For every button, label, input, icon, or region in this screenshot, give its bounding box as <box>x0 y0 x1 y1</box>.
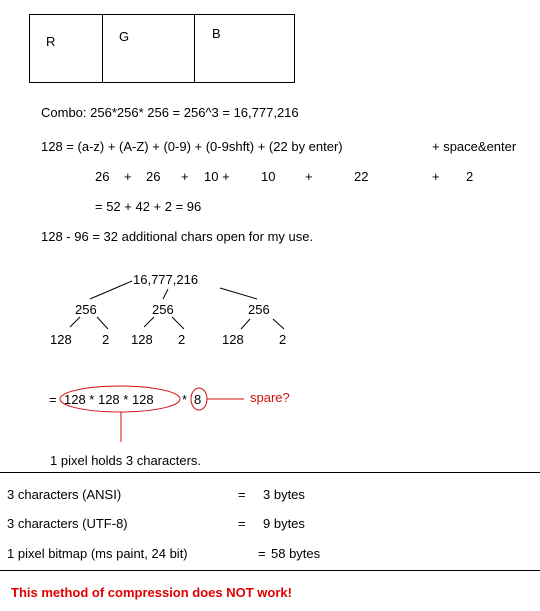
row-label: 1 pixel bitmap (ms paint, 24 bit) <box>7 546 188 561</box>
plus-sign: + <box>124 169 132 184</box>
tree-edge <box>220 288 257 299</box>
tree-leaf: 2 <box>102 332 110 347</box>
tree-node: 256 <box>75 302 97 317</box>
row-label: 3 characters (UTF-8) <box>7 516 128 531</box>
count-b: 26 <box>146 169 161 184</box>
product-ellipse <box>60 386 180 412</box>
tree-edge <box>70 317 80 327</box>
plus-sign: + <box>181 169 189 184</box>
formula-times: * <box>182 392 188 407</box>
rgb-label-r: R <box>46 34 56 49</box>
red-annotations <box>60 386 244 442</box>
row-equals: = <box>258 546 266 561</box>
formula-eight: 8 <box>194 392 202 407</box>
tree-edge <box>144 317 154 327</box>
plus-sign: + <box>305 169 313 184</box>
tree-edge <box>97 317 108 329</box>
rgb-label-g: G <box>119 29 130 44</box>
tree-edge <box>90 281 132 299</box>
tree-leaf: 2 <box>178 332 186 347</box>
tree-leaf: 128 <box>222 332 244 347</box>
eight-ellipse <box>191 388 207 410</box>
tree-edge <box>273 319 284 329</box>
tree-leaf: 2 <box>279 332 287 347</box>
row-equals: = <box>238 516 246 531</box>
tree-edge <box>241 319 250 329</box>
tree-edge <box>163 289 168 299</box>
rgb-label-b: B <box>212 26 221 41</box>
row-label: 3 characters (ANSI) <box>7 487 122 502</box>
tree-edges <box>70 281 284 329</box>
row-value: 9 bytes <box>263 516 305 531</box>
tree-edge <box>172 317 184 329</box>
count-d: 10 <box>261 169 276 184</box>
combo-line: Combo: 256*256* 256 = 256^3 = 16,777,216 <box>41 105 299 120</box>
equation-extra: + space&enter <box>432 139 517 154</box>
tree-node: 256 <box>152 302 174 317</box>
formula-product: 128 * 128 * 128 <box>64 392 154 407</box>
spare-label: spare? <box>250 390 290 405</box>
pixel-holds-line: 1 pixel holds 3 characters. <box>50 453 202 468</box>
conclusion-warning: This method of compression does NOT work! <box>11 585 292 600</box>
count-e: 22 <box>354 169 369 184</box>
row-value: 3 bytes <box>263 487 305 502</box>
tree-leaf: 128 <box>50 332 72 347</box>
row-equals: = <box>238 487 246 502</box>
tree-node: 256 <box>248 302 270 317</box>
count-f: 2 <box>466 169 474 184</box>
row-value: 58 bytes <box>271 546 321 561</box>
tree-root: 16,777,216 <box>133 272 199 287</box>
count-c: 10 + <box>204 169 230 184</box>
equation-128: 128 = (a-z) + (A-Z) + (0-9) + (0-9shft) + (22 by enter) <box>41 139 343 154</box>
sum-line: = 52 + 42 + 2 = 96 <box>95 199 202 214</box>
formula-equals: = <box>49 392 57 407</box>
count-a: 26 <box>95 169 110 184</box>
remaining-line: 128 - 96 = 32 additional chars open for my use. <box>41 229 314 244</box>
plus-sign: + <box>432 169 440 184</box>
tree-leaf: 128 <box>131 332 153 347</box>
